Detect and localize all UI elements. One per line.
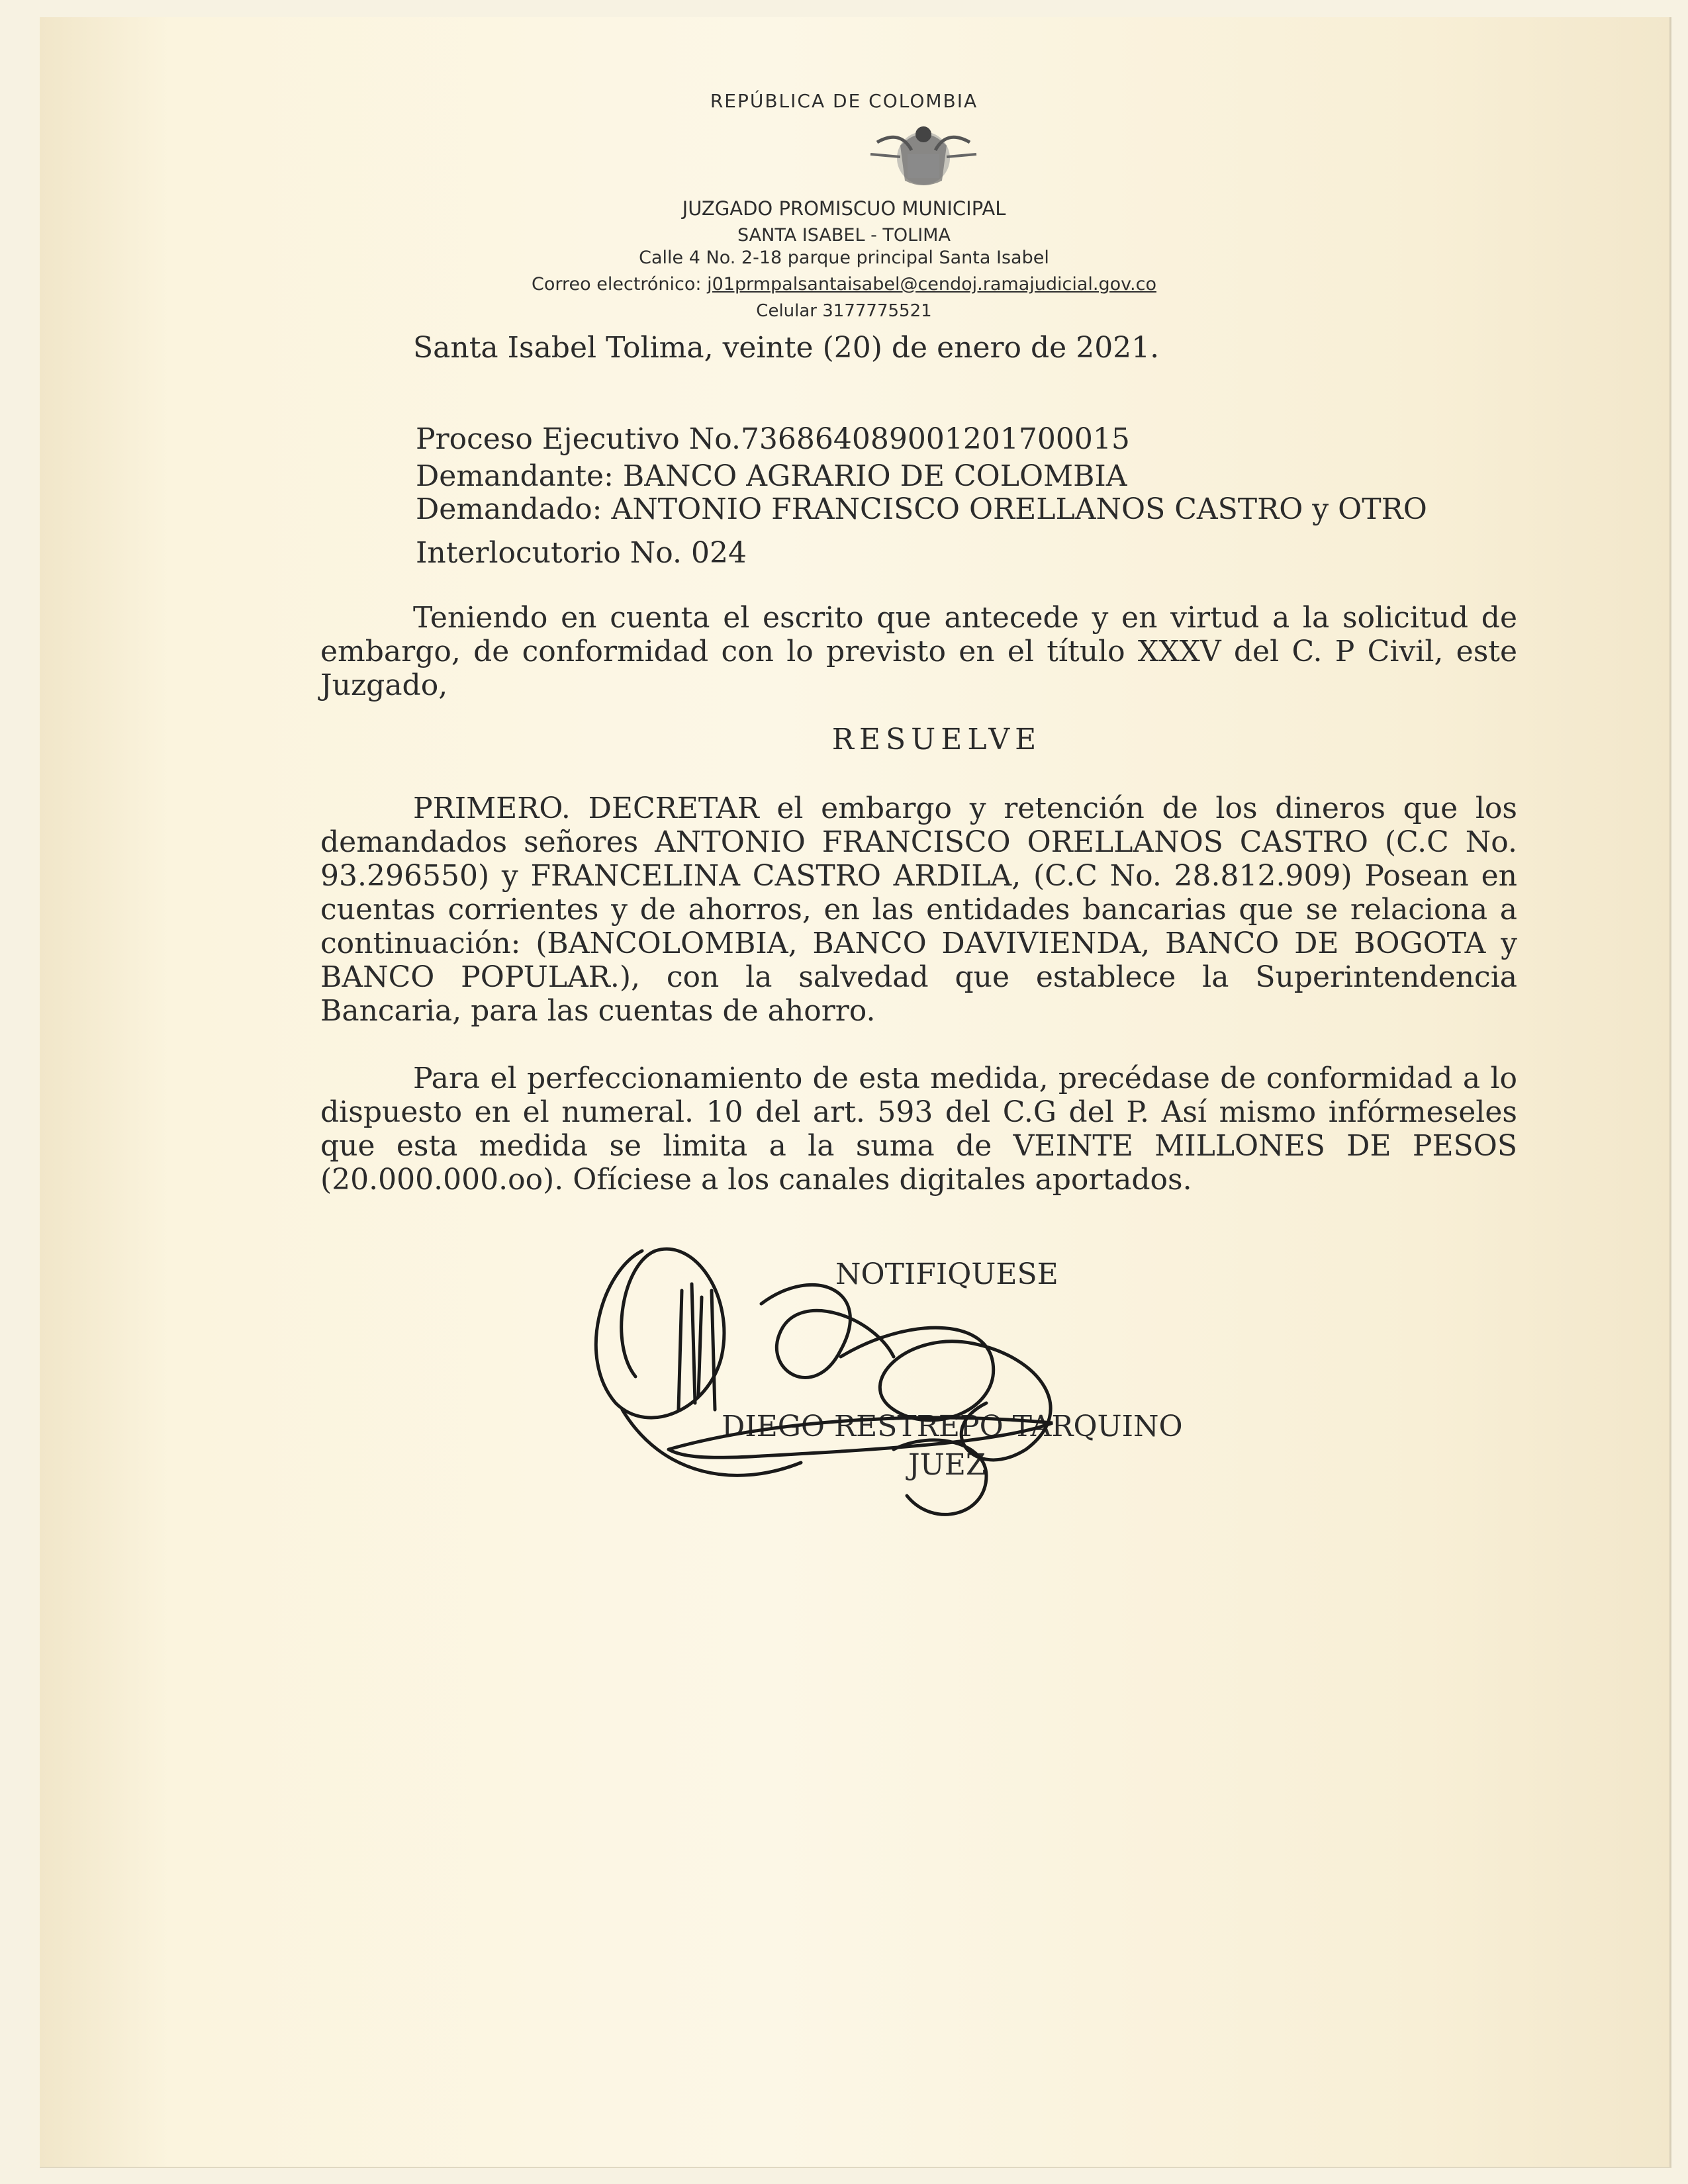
interlocutory-number: Interlocutorio No. 024 [416,536,747,570]
court-address: Calle 4 No. 2-18 parque principal Santa Isabel [639,248,1049,268]
court-email-line [0,274,1688,295]
court-phone: Celular 3177775521 [756,301,932,321]
case-number: Proceso Ejecutivo No.73686408900120170001‌5 [416,422,1130,456]
coat-of-arms-seal [864,116,983,194]
handwritten-signature [563,1211,1158,1555]
execution-text: Para el perfeccionamiento de esta medida, precédase de conformidad a lo dispuesto en el numeral. 10 del art. 593 del C.G del P. Así mismo infórmeseles que esta medida se limita a la suma de VEINTE MILLONES DE PESOS (20.000.000.oo). Ofíciese a los canales digitales aportados. [320,1062,1517,1197]
email-link[interactable]: j01prmpalsantaisabel@cendoj.ramajudicial.gov.co [707,274,1156,295]
court-name: JUZGADO PROMISCUO MUNICIPAL [682,197,1006,220]
intro-paragraph [320,601,1517,702]
intro-text: Teniendo en cuenta el escrito que antecede y en virtud a la solicitud de embargo, de conformidad con lo previsto en el título XXXV del C. P Civil, este Juzgado, [320,601,1517,702]
execution-paragraph [320,1062,1517,1197]
resolution-heading: RESUELVE [831,723,1042,756]
email-label: Correo electrónico: [532,274,702,295]
notify-label: NOTIFIQUESE [835,1257,1058,1291]
judge-title: JUEZ [908,1448,986,1482]
defendant: Demandado: ANTONIO FRANCISCO ORELLANOS CASTRO y OTRO [416,492,1427,526]
plaintiff: Demandante: BANCO AGRARIO DE COLOMBIA [416,459,1127,493]
first-resolution-paragraph [320,792,1517,1028]
document-date: Santa Isabel Tolima, veinte (20) de enero de 2021. [413,331,1160,365]
judge-name: DIEGO RESTREPO TARQUINO [722,1410,1183,1443]
first-resolution-text: PRIMERO. DECRETAR el embargo y retención de los dineros que los demandados señores ANTONIO FRANCISCO ORELLANOS CASTRO (C.C No. 93.296550) y FRANCELINA CASTRO ARDILA, (C.C No. 28.812.909) Posean en cuentas corrientes y de ahorros, en las entidades bancarias que se relaciona a continuación: (BANCOLOMBIA, BANCO DAVIVIENDA, BANCO DE BOGOTA y BANCO POPULAR.), con la salvedad que establece la Superintendencia Bancaria, para las cuentas de ahorro. [320,792,1517,1028]
court-city: SANTA ISABEL - TOLIMA [737,225,951,246]
country-heading: REPÚBLICA DE COLOMBIA [710,90,978,112]
